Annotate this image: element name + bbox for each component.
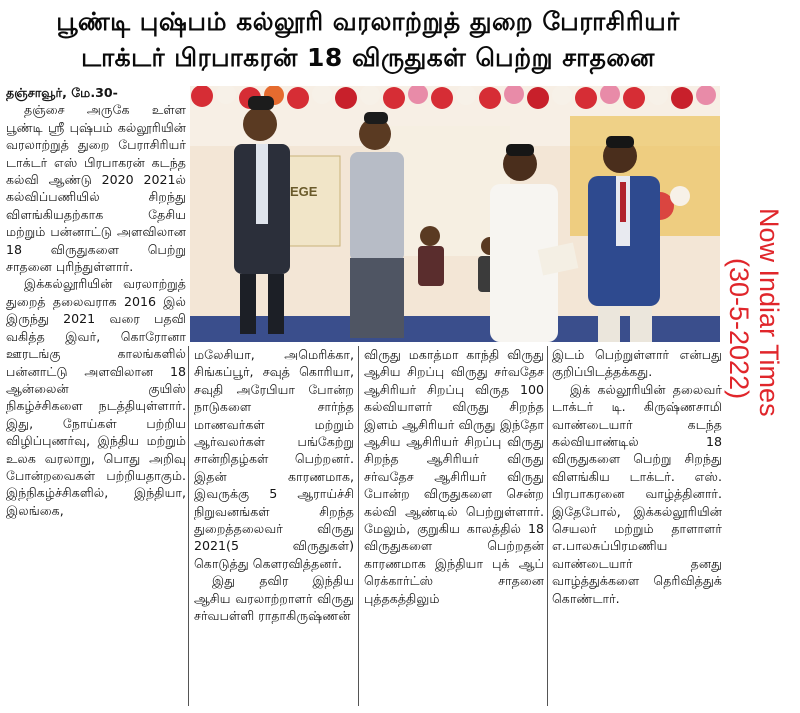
headline-line-2: டாக்டர் பிரபாகரன் 18 விருதுகள் பெற்று சாதனை	[81, 43, 655, 72]
paragraph: விருது மகாத்மா காந்தி விருது ஆசிய சிறப்பு விருது சர்வதேச ஆசிரியர் சிறப்பு விருத 100 கல்வியாளர் விருது சிறந்த இளம் ஆசிரியர் விருது இந்தோ ஆசிய ஆசிரியர் சிறப்பு விருது சிறந்த ஆசிரியர் விருது சர்வதேச ஆசிரியர் விருது போன்ற விருதுகளை சென்ற கல்வி ஆண்டில் பெற்றுள்ளார். மேலும், குறுகிய காலத்தில் 18 விருதுகளை பெற்றதன் காரணமாக இந்தியா புக் ஆப் ரெக்கார்ட்ஸ் சாதனை புத்தகத்திலும்	[364, 347, 544, 606]
paragraph: இக்கல்லூரியின் வரலாற்றுத் துறைத் தலைவராக 2016 இல் இருந்து 2021 வரை பதவி வகித்த இவர், கொரோனா ஊரடங்கு காலங்களில் பன்னாட்டு அளவிலான 18 ஆன்லைன் குயிஸ் நிகழ்ச்சிகளை நடத்தியுள்ளார். இது, நோய்கள் பற்றிய விழிப்புணர்வு, இந்திய மற்றும் உலக வரலாறு, பொது அறிவு போன்றவைகள் பற்றியதாகும். இந்நிகழ்ச்சிகளில், இந்தியா, இலங்கை,	[6, 276, 186, 518]
paragraph: தஞ்சை அருகே உள்ள பூண்டி ஸ்ரீ புஷ்பம் கல்லூரியின் வரலாற்றுத் துறை பேராசிரியர் டாக்டர் எஸ் பிரபாகரன் கடந்த கல்வி ஆண்டு 2020 2021ல் கல்விப்பணியில் சிறந்து விளங்கியதற்காக தேசிய மற்றும் பன்னாட்டு அளவிலான 18 விருதுகளை பெற்று சாதனை புரிந்துள்ளார்.	[6, 102, 186, 275]
article-column-1	[6, 84, 186, 519]
banner-text: EGE	[290, 184, 318, 199]
article-column-4	[552, 346, 722, 607]
article-column-3	[364, 346, 544, 607]
column-divider	[358, 346, 359, 706]
watermark-line-1: Now Indiar Times	[754, 208, 784, 417]
source-watermark	[722, 208, 800, 508]
column-divider	[547, 346, 548, 706]
award-ceremony-photo	[190, 86, 720, 342]
article-column-2	[194, 346, 354, 625]
dateline: தஞ்சாவூர், மே.30-	[6, 85, 118, 100]
headline	[4, 4, 732, 76]
paragraph: மலேசியா, அமெரிக்கா, சிங்கப்பூர், சவுத் கொரியா, சவுதி அரேபியா போன்ற நாடுகளை சார்ந்த மாணவர்கள் மற்றும் ஆர்வலர்கள் பங்கேற்று சான்றிதழ்கள் பெற்றனர். இதன் காரணமாக, இவருக்கு 5 ஆராய்ச்சி நிறுவனங்கள் சிறந்த துறைத்தலைவர் விருது 2021(5 விருதுகள்) கொடுத்து கௌரவித்தனர்.	[194, 347, 354, 571]
column-divider	[188, 346, 189, 706]
headline-line-1: பூண்டி புஷ்பம் கல்லூரி வரலாற்றுத் துறை பேராசிரியர்	[56, 7, 680, 36]
paragraph: இது தவிர இந்திய ஆசிய வரலாற்றாளர் விருது சர்வபள்ளி ராதாகிருஷ்ணன்	[194, 573, 354, 624]
watermark-line-2: (30-5-2022)	[724, 258, 754, 400]
photo-illustration	[190, 86, 720, 342]
paragraph: இடம் பெற்றுள்ளார் என்பது குறிப்பிடத்தக்கது.	[552, 347, 722, 380]
paragraph: இக் கல்லூரியின் தலைவர் டாக்டர் டி. கிருஷ்ணசாமி வாண்டையார் கடந்த கல்வியாண்டில் 18 விருதுகளை பெற்று சிறந்து விளங்கிய டாக்டர். எஸ். பிரபாகரனை வாழ்த்தினார். இதேபோல், இக்கல்லூரியின் செயலர் மற்றும் தாளாளர் எ.பாலசுப்பிரமணிய வாண்டையார் தனது வாழ்த்துக்களை தெரிவித்துக் கொண்டார்.	[552, 381, 722, 606]
